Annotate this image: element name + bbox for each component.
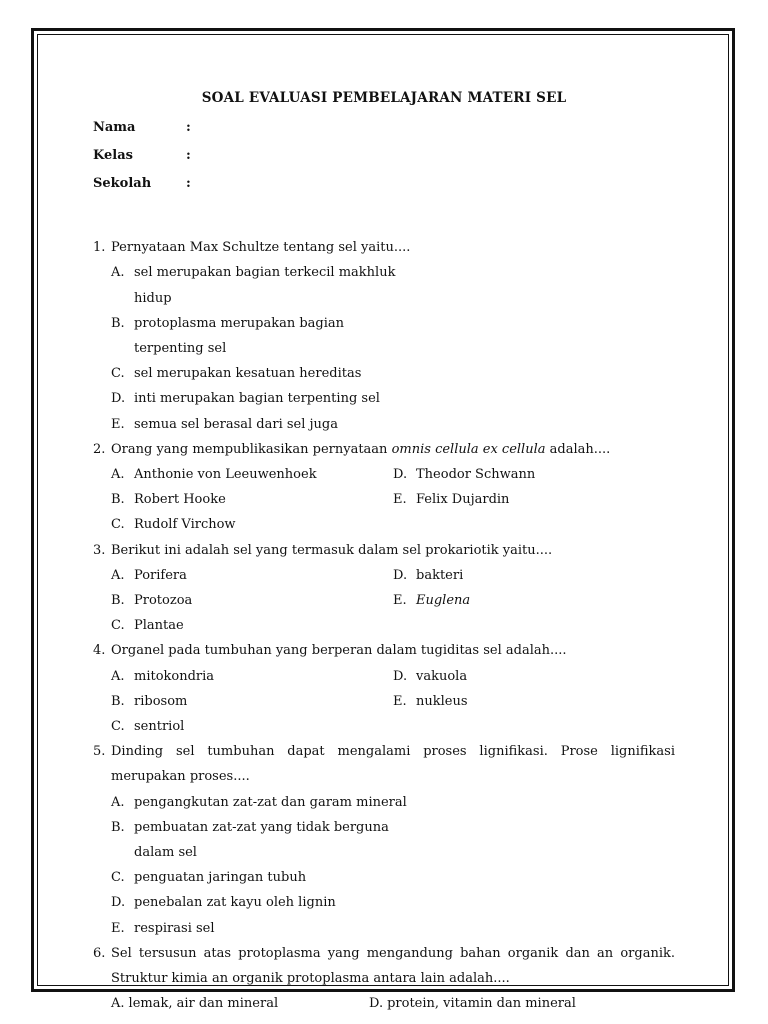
option: A. sel merupakan bagian terkecil makhluk hidup [111, 265, 396, 306]
question-text: Sel tersusun atas protoplasma yang mengandung bahan organik dan an organik. Struktur kimia an organik protoplasma antara lain adalah.... [111, 945, 675, 987]
option: C. Rudolf Virchow [111, 517, 236, 533]
identity-row-class [93, 142, 675, 170]
question-1 [93, 235, 675, 437]
option: D. bakteri [393, 567, 464, 583]
option: E. Euglena [393, 593, 471, 609]
option: B. Robert Hooke [111, 492, 226, 508]
option: B. protoplasma merupakan bagian terpenting sel [111, 315, 345, 357]
question-text: Pernyataan Max Schultze tentang sel yaitu.... [111, 240, 411, 256]
option: B. ribosom [111, 693, 188, 709]
identity-label: Sekolah [93, 176, 152, 192]
option: A. Porifera [111, 567, 187, 583]
identity-row-school [93, 170, 675, 198]
question-4 [93, 638, 675, 739]
identity-label: Nama [93, 120, 136, 136]
option: C. Plantae [111, 618, 184, 634]
question-6 [93, 941, 675, 1017]
question-3 [93, 538, 675, 639]
identity-colon: : [186, 176, 191, 192]
option: A. Anthonie von Leeuwenhoek [111, 467, 317, 483]
question-list [93, 235, 675, 1016]
option: E. Felix Dujardin [393, 492, 510, 508]
question-text: Berikut ini adalah sel yang termasuk dalam sel prokariotik yaitu.... [111, 542, 553, 558]
option: C. sentriol [111, 719, 185, 735]
option: C. sel merupakan kesatuan hereditas [111, 366, 362, 382]
option: E. respirasi sel [111, 920, 215, 936]
identity-row-name [93, 114, 675, 142]
worksheet-title: SOAL EVALUASI PEMBELAJARAN MATERI SEL [201, 90, 567, 106]
question-text: Organel pada tumbuhan yang berperan dalam tugiditas sel adalah.... [111, 643, 567, 659]
option: A. lemak, air dan mineral [111, 996, 279, 1012]
option: E. semua sel berasal dari sel juga [111, 416, 339, 432]
question-text: Orang yang mempublikasikan pernyataan omnis cellula ex cellula adalah.... [111, 441, 611, 457]
option: D. inti merupakan bagian terpenting sel [111, 391, 380, 407]
option: D. Theodor Schwann [393, 467, 536, 483]
option: D. vakuola [393, 668, 468, 684]
identity-colon: : [186, 148, 191, 164]
question-number: 6. [93, 945, 106, 961]
option: E. nukleus [393, 693, 468, 709]
option: A. mitokondria [111, 668, 215, 684]
question-number: 2. [93, 441, 106, 457]
option: B. pembuatan zat-zat yang tidak berguna dalam sel [111, 819, 389, 861]
question-2 [93, 437, 675, 538]
option: C. penguatan jaringan tubuh [111, 870, 307, 886]
option: B. Protozoa [111, 593, 193, 609]
option: A. pengangkutan zat-zat dan garam mineral [111, 794, 407, 810]
question-number: 4. [93, 643, 106, 659]
question-number: 1. [93, 240, 106, 256]
question-number: 5. [93, 744, 106, 760]
identity-label: Kelas [93, 148, 133, 164]
identity-colon: : [186, 120, 191, 136]
option: D. penebalan zat kayu oleh lignin [111, 895, 336, 911]
student-identity-block [93, 114, 675, 198]
question-5 [93, 739, 675, 941]
question-text: Dinding sel tumbuhan dapat mengalami proses lignifikasi. Prose lignifikasi merupakan proses.... [111, 744, 675, 785]
option: D. protein, vitamin dan mineral [369, 996, 576, 1012]
question-number: 3. [93, 542, 106, 558]
worksheet [93, 86, 675, 1017]
